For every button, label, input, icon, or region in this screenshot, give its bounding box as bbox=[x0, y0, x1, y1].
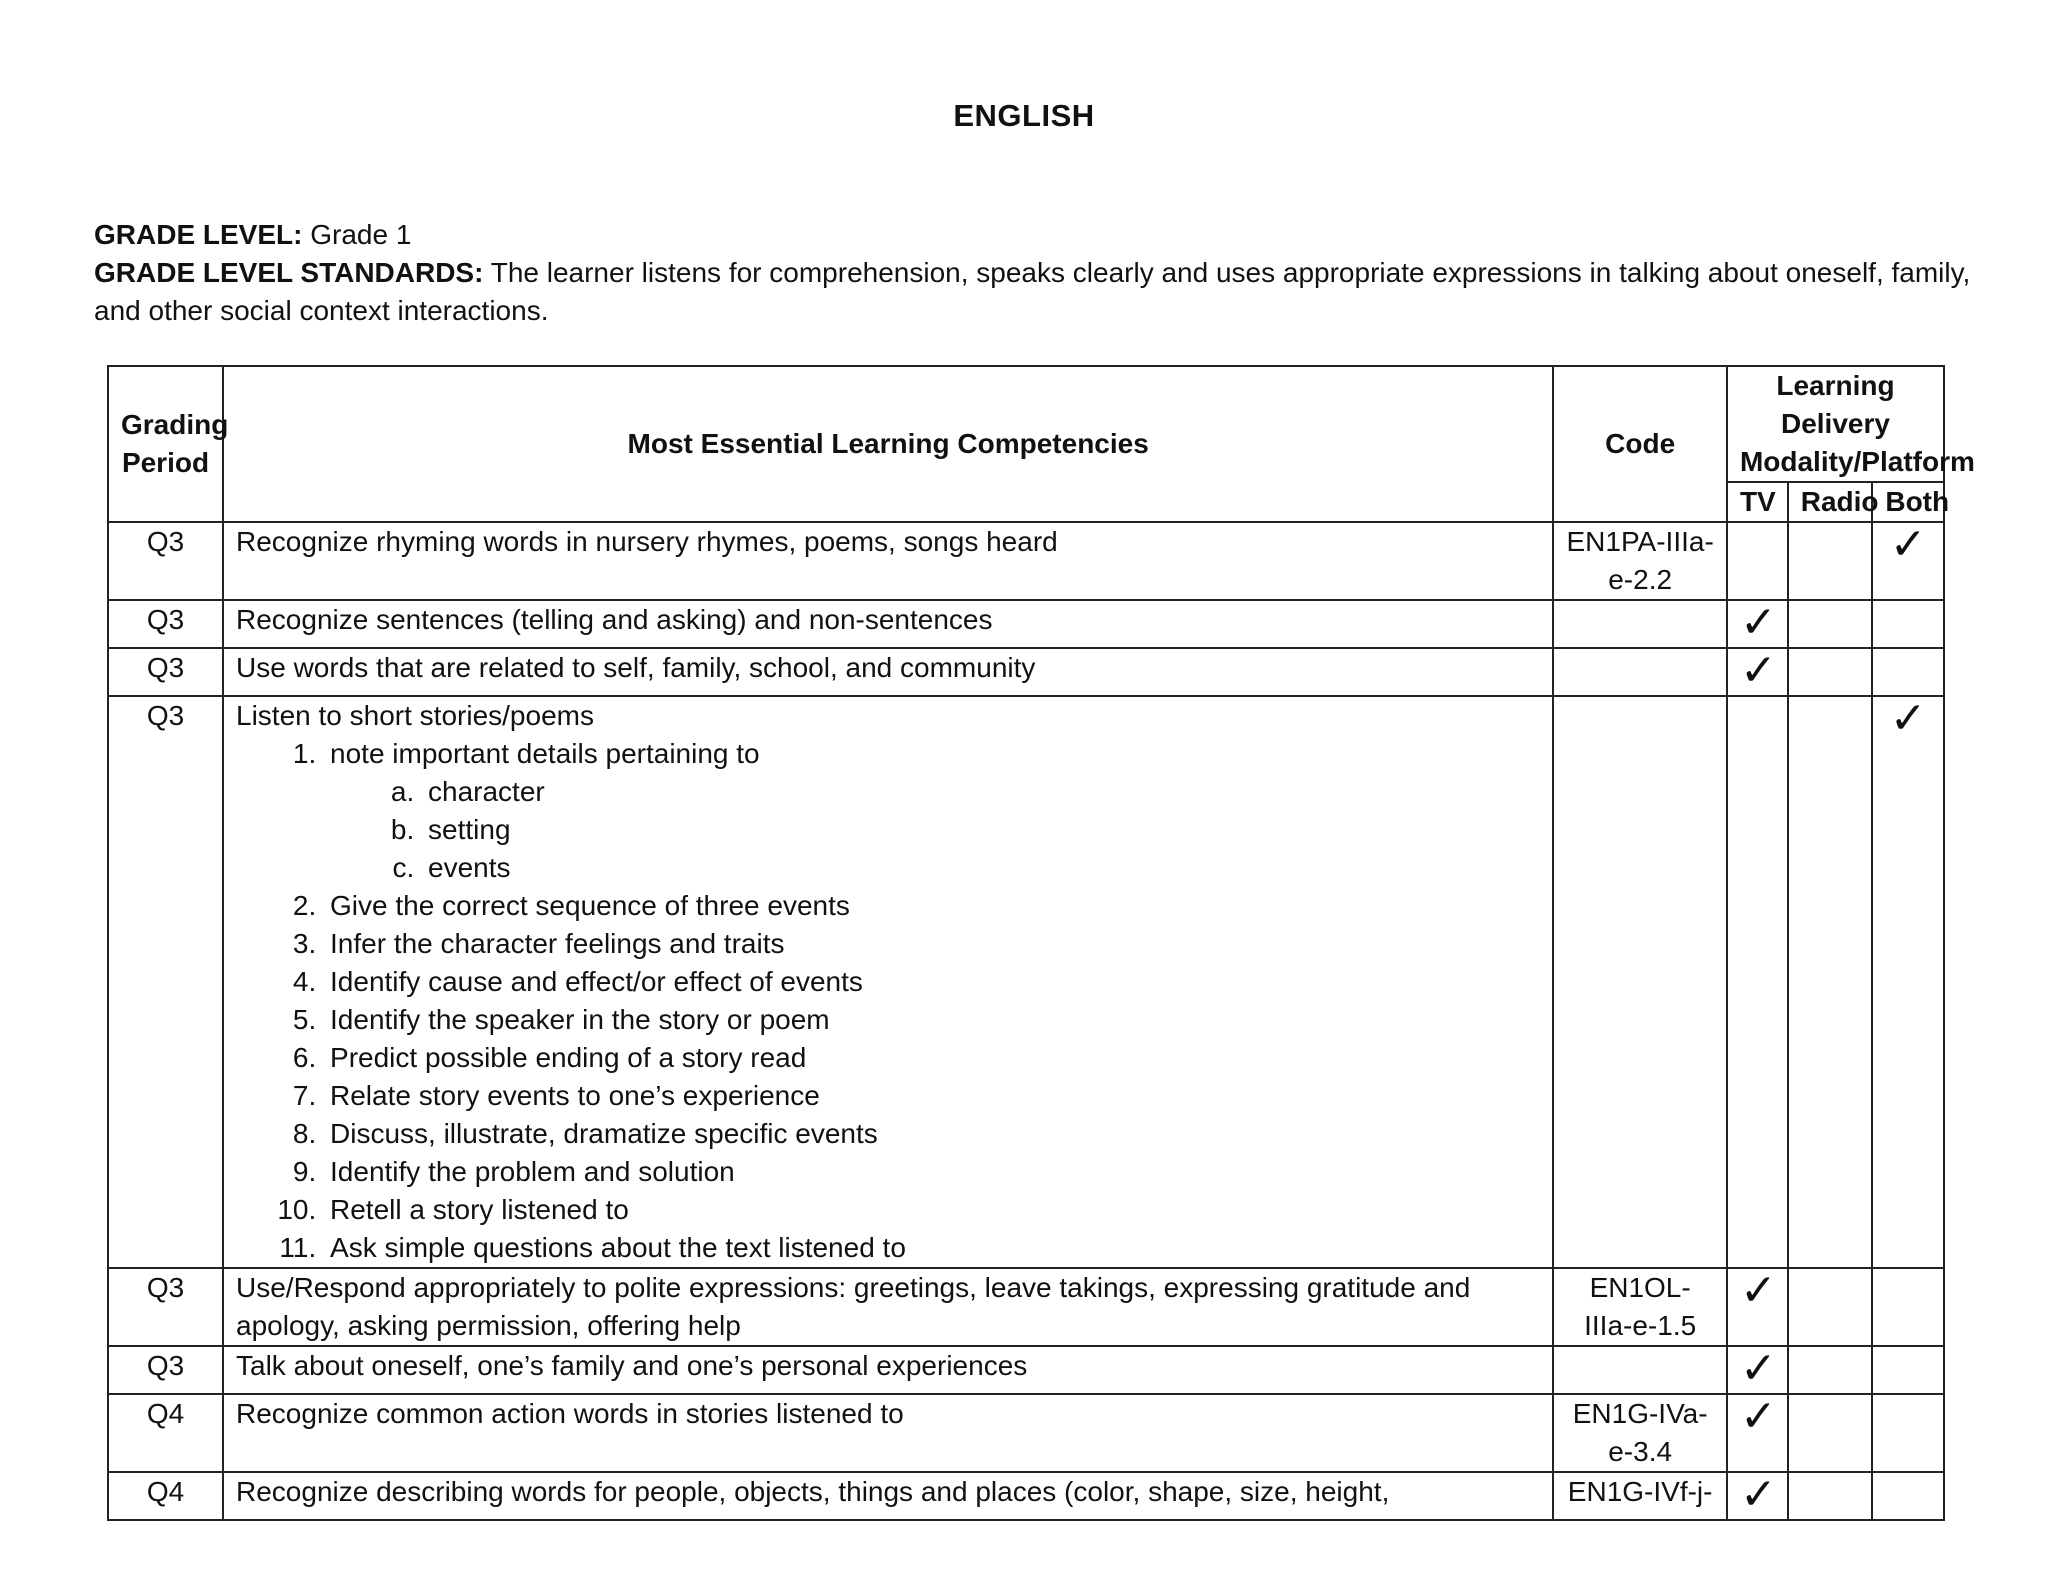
grading-period-cell: Q3 bbox=[108, 600, 223, 648]
tv-cell bbox=[1727, 522, 1788, 600]
both-cell bbox=[1872, 1346, 1944, 1394]
competency-subitem bbox=[324, 887, 1540, 925]
both-cell bbox=[1872, 648, 1944, 696]
code-cell bbox=[1553, 600, 1727, 648]
competency-subitem bbox=[324, 1001, 1540, 1039]
competency-text: Recognize describing words for people, objects, things and places (color, shape, size, height, bbox=[236, 1476, 1390, 1507]
competency-subitem-text: Predict possible ending of a story read bbox=[330, 1042, 807, 1073]
radio-cell bbox=[1788, 1346, 1873, 1394]
competency-subitem-text: Ask simple questions about the text listened to bbox=[330, 1232, 906, 1263]
competency-subitem-text: Give the correct sequence of three events bbox=[330, 890, 850, 921]
code-cell: EN1G-IVa-e-3.4 bbox=[1553, 1394, 1727, 1472]
table-row bbox=[108, 648, 1944, 696]
grade-level-line bbox=[94, 216, 1974, 254]
grading-period-cell: Q4 bbox=[108, 1472, 223, 1520]
radio-cell bbox=[1788, 1394, 1873, 1472]
code-cell bbox=[1553, 1346, 1727, 1394]
competency-subitem bbox=[324, 735, 1540, 887]
radio-cell bbox=[1788, 600, 1873, 648]
radio-cell bbox=[1788, 522, 1873, 600]
grading-period-cell: Q3 bbox=[108, 1346, 223, 1394]
tv-cell bbox=[1727, 1346, 1788, 1394]
competency-cell bbox=[223, 600, 1553, 648]
competency-cell bbox=[223, 522, 1553, 600]
grading-period-cell: Q3 bbox=[108, 522, 223, 600]
competency-subitem-text: Identify cause and effect/or effect of events bbox=[330, 966, 863, 997]
header-code: Code bbox=[1553, 366, 1727, 522]
competency-text: Recognize sentences (telling and asking) and non-sentences bbox=[236, 604, 993, 635]
competency-text: Recognize common action words in stories listened to bbox=[236, 1398, 904, 1429]
competencies-table bbox=[107, 365, 1975, 1521]
radio-cell bbox=[1788, 1268, 1873, 1346]
code-cell bbox=[1553, 696, 1727, 1268]
table-row bbox=[108, 1346, 1944, 1394]
competency-subitem bbox=[324, 925, 1540, 963]
header-competencies: Most Essential Learning Competencies bbox=[223, 366, 1553, 522]
competency-subitem-text: Discuss, illustrate, dramatize specific events bbox=[330, 1118, 878, 1149]
table-row bbox=[108, 1472, 1944, 1520]
competency-subitem-text: Retell a story listened to bbox=[330, 1194, 629, 1225]
checkmark-icon: ✓ bbox=[1739, 1392, 1777, 1441]
code-cell: EN1OL-IIIa-e-1.5 bbox=[1553, 1268, 1727, 1346]
competency-subitem bbox=[324, 1039, 1540, 1077]
competency-text: Talk about oneself, one’s family and one’s personal experiences bbox=[236, 1350, 1028, 1381]
radio-cell bbox=[1788, 696, 1873, 1268]
tv-cell bbox=[1727, 1268, 1788, 1346]
grading-period-cell: Q3 bbox=[108, 1268, 223, 1346]
competency-subitem bbox=[324, 1229, 1540, 1267]
table-row bbox=[108, 1394, 1944, 1472]
competency-subitem bbox=[324, 1077, 1540, 1115]
grading-period-cell: Q3 bbox=[108, 648, 223, 696]
checkmark-icon: ✓ bbox=[1739, 598, 1777, 647]
radio-cell bbox=[1788, 1472, 1873, 1520]
code-cell: EN1G-IVf-j- bbox=[1553, 1472, 1727, 1520]
page-title: ENGLISH bbox=[953, 98, 1095, 133]
table-row bbox=[108, 696, 1944, 1268]
both-cell bbox=[1872, 1394, 1944, 1472]
competency-text: Listen to short stories/poems bbox=[236, 700, 594, 731]
competency-cell bbox=[223, 1346, 1553, 1394]
checkmark-icon: ✓ bbox=[1739, 646, 1777, 695]
grading-period-cell: Q3 bbox=[108, 696, 223, 1268]
code-cell bbox=[1553, 648, 1727, 696]
standards-label: GRADE LEVEL STANDARDS: bbox=[94, 257, 484, 288]
competency-subitem-text: Relate story events to one’s experience bbox=[330, 1080, 820, 1111]
competency-text: Use words that are related to self, family, school, and community bbox=[236, 652, 1036, 683]
grade-level-label: GRADE LEVEL: bbox=[94, 219, 303, 250]
standards-text: The learner listens for comprehension, speaks clearly and uses appropriate expressions in talking about oneself, family, and other social context interactions. bbox=[94, 257, 1971, 326]
competency-subitem bbox=[324, 1191, 1540, 1229]
both-cell bbox=[1872, 1472, 1944, 1520]
both-cell bbox=[1872, 1268, 1944, 1346]
competency-cell bbox=[223, 1394, 1553, 1472]
table-row bbox=[108, 522, 1944, 600]
detail-item: a. character bbox=[422, 773, 1540, 811]
checkmark-icon: ✓ bbox=[1889, 520, 1927, 569]
detail-item: c. events bbox=[422, 849, 1540, 887]
detail-item: b. setting bbox=[422, 811, 1540, 849]
competency-subitem bbox=[324, 1153, 1540, 1191]
both-cell bbox=[1872, 600, 1944, 648]
table-header bbox=[108, 366, 1975, 522]
competency-subitem-text: Infer the character feelings and traits bbox=[330, 928, 785, 959]
code-cell: EN1PA-IIIa-e-2.2 bbox=[1553, 522, 1727, 600]
checkmark-icon: ✓ bbox=[1739, 1344, 1777, 1393]
grade-level-value: Grade 1 bbox=[310, 219, 412, 250]
tv-cell bbox=[1727, 600, 1788, 648]
competency-subitem-text: Identify the problem and solution bbox=[330, 1156, 735, 1187]
radio-cell bbox=[1788, 648, 1873, 696]
competency-subitem bbox=[324, 1115, 1540, 1153]
table-row bbox=[108, 1268, 1944, 1346]
both-cell bbox=[1872, 522, 1944, 600]
competency-subitem-text: note important details pertaining to bbox=[330, 738, 760, 769]
competency-subitem bbox=[324, 963, 1540, 1001]
grade-level-standards-line bbox=[94, 254, 1974, 330]
tv-cell bbox=[1727, 1394, 1788, 1472]
both-cell bbox=[1872, 696, 1944, 1268]
competency-cell bbox=[223, 696, 1553, 1268]
competency-cell bbox=[223, 1472, 1553, 1520]
table-body bbox=[108, 522, 1944, 1520]
header-grading-period: Grading Period bbox=[108, 366, 223, 522]
competency-cell bbox=[223, 648, 1553, 696]
competency-sublist bbox=[236, 735, 1540, 1267]
detail-list bbox=[330, 773, 1540, 887]
competency-text: Recognize rhyming words in nursery rhymes, poems, songs heard bbox=[236, 526, 1058, 557]
checkmark-icon: ✓ bbox=[1739, 1266, 1777, 1315]
header-tv: TV bbox=[1727, 482, 1788, 522]
header-both: Both bbox=[1872, 482, 1944, 522]
header-radio: Radio bbox=[1788, 482, 1873, 522]
checkmark-icon: ✓ bbox=[1739, 1470, 1777, 1519]
competency-cell bbox=[223, 1268, 1553, 1346]
table-row bbox=[108, 600, 1944, 648]
competency-subitem-text: Identify the speaker in the story or poem bbox=[330, 1004, 830, 1035]
tv-cell bbox=[1727, 696, 1788, 1268]
tv-cell bbox=[1727, 648, 1788, 696]
competency-text: Use/Respond appropriately to polite expressions: greetings, leave takings, expressing gratitude and apology, asking permission, offering help bbox=[236, 1272, 1471, 1341]
grading-period-cell: Q4 bbox=[108, 1394, 223, 1472]
document-meta bbox=[94, 216, 1974, 330]
tv-cell bbox=[1727, 1472, 1788, 1520]
header-delivery-modality: Learning Delivery Modality/Platform bbox=[1727, 366, 1944, 482]
checkmark-icon: ✓ bbox=[1889, 694, 1927, 743]
